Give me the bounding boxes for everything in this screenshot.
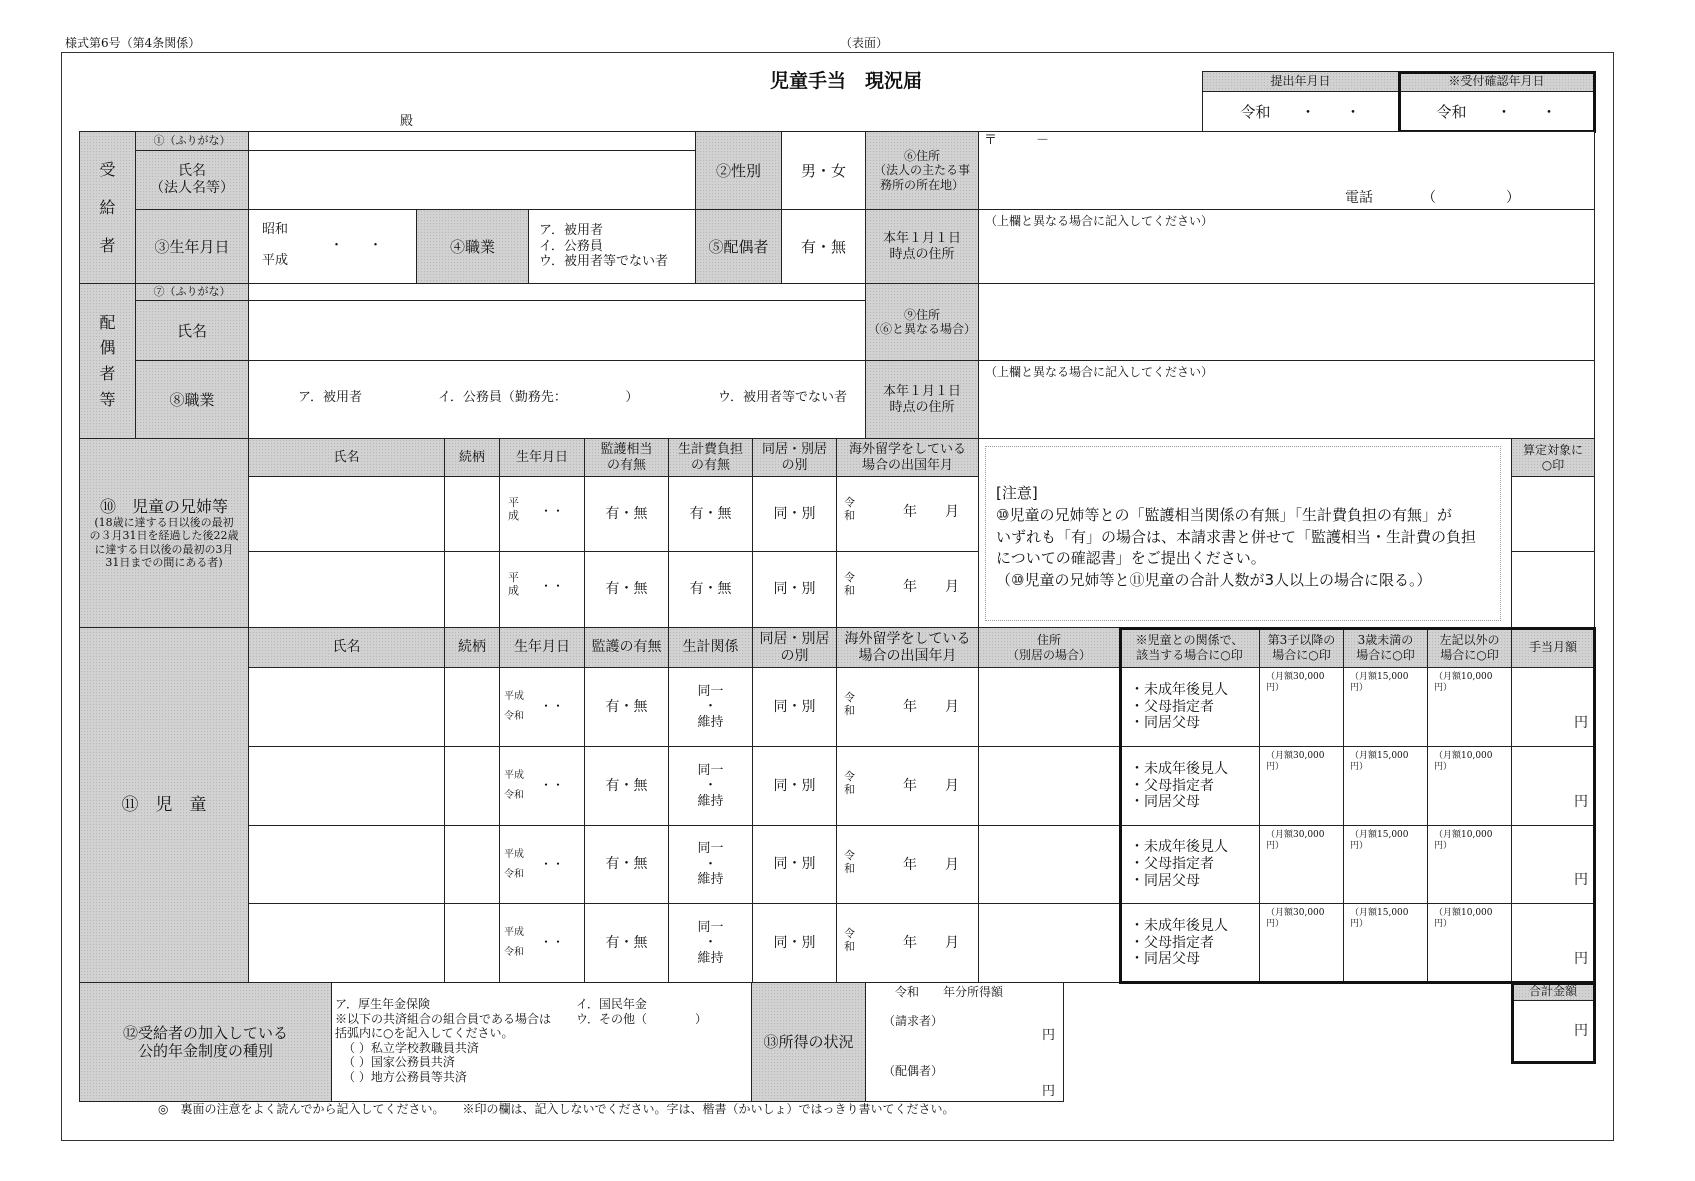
submitted-date-label: 提出年月日 [1202,71,1399,92]
income-section-label: ⑬所得の状況 [751,982,866,1102]
spouse-name-label: 氏名 [135,300,249,361]
child-under3-mark[interactable]: （月額15,000円） [1343,825,1428,904]
child-monthly-amount-field[interactable]: 円 [1511,825,1595,904]
spouse-job-option-a[interactable]: ア．被用者 [298,390,362,405]
occupation-options[interactable]: ア．被用者 イ．公務員 ウ．被用者等でない者 [528,209,696,284]
child-other-mark[interactable]: （月額10,000円） [1427,667,1512,747]
child-abroad-month-label: 月 [945,935,959,951]
children-column-header: 同居・別居 の別 [752,627,837,668]
child-abroad-month-label: 月 [945,778,959,794]
pension-option-i[interactable]: イ．国民年金 [576,997,647,1011]
recipient-name-input[interactable] [248,150,696,210]
calculation-target-header: 算定対象に ○印 [1511,438,1595,477]
child-birth-separator: ・・ [540,857,565,871]
child-livelihood-options[interactable]: 同一 ・ 維持 [668,825,753,904]
child-abroad-year-label: 年 [903,699,917,715]
spouse-address-label: ⑨住所 （⑥と異なる場合） [865,283,979,361]
spouse-jan1-address-input[interactable]: （上欄と異なる場合に記入してください） [978,360,1595,439]
submitted-date-field[interactable]: 令和 ・ ・ [1202,91,1399,132]
sibling-residence-options[interactable]: 同・別 [752,476,837,552]
child-birth-separator: ・・ [540,778,565,792]
children-column-header: 生年月日 [499,627,585,668]
child-custody-options[interactable]: 有・無 [584,746,669,826]
footer-instructions: ◎ 裏面の注意をよく読んでから記入してください。 ※印の欄は、記入しないでください。字は、楷書（かいしょ）ではっきり書いてください。 [158,1102,955,1116]
child-guardian-relation-options[interactable]: ・未成年後見人 ・父母指定者 ・同居父母 [1119,903,1260,983]
spouse-jan1-address-label: 本年１月１日 時点の住所 [865,360,979,439]
sibling-birth-era: 平 成 [508,571,519,598]
pension-mutual-items[interactable]: （ ）私立学校教職員共済 （ ）国家公務員共済 （ ）地方公務員等共済 [343,1041,479,1084]
children-column-header: 監護の有無 [584,627,669,668]
jan1-address-label: 本年１月１日 時点の住所 [865,209,979,284]
income-claimant-yen: 円 [1042,1028,1056,1043]
sibling-abroad-month-label: 月 [945,579,959,595]
child-address-input[interactable] [978,903,1120,983]
sibling-birth-era: 平 成 [508,496,519,523]
recipient-furigana-label: ①（ふりがな） [135,131,249,151]
children-column-header: ※児童との関係で、 該当する場合に○印 [1119,627,1260,668]
siblings-column-header: 監護相当 の有無 [584,438,669,477]
child-custody-options[interactable]: 有・無 [584,825,669,904]
total-amount-label: 合計金額 [1511,982,1595,1001]
children-column-header: 生計関係 [668,627,753,668]
sibling-support-options[interactable]: 有・無 [668,476,753,552]
calculation-target-mark[interactable] [1511,551,1595,628]
child-other-mark[interactable]: （月額10,000円） [1427,903,1512,983]
children-column-header: 左記以外の 場合に○印 [1427,627,1512,668]
child-birth-era: 平成 令和 [504,770,524,801]
sibling-relation-input[interactable] [444,476,500,552]
child-under3-mark[interactable]: （月額15,000円） [1343,903,1428,983]
siblings-subtitle: (18歳に達する日以後の最初 の３月31日を経過した後22歳 に達する日以後の最初の3月 31日までの間にある者) [89,516,239,569]
sibling-abroad-year-label: 年 [903,579,917,595]
siblings-title: ⑩ 児童の兄姉等 [99,497,228,517]
child-other-mark[interactable]: （月額10,000円） [1427,825,1512,904]
era-showa: 昭和 [262,222,289,237]
siblings-notice: [注意] ⑩児童の兄姉等との「監護相当関係の有無」「生計費負担の有無」が いずれも「有」の場合は、本請求書と併せて「監護相当・生計費の負担 についての確認書」をご提出ください。 （⑩児童の兄姉等と⑪児童の合計人数が3人以上の場合に限る。） [985,446,1501,621]
child-birth-era: 平成 令和 [504,691,524,722]
siblings-column-header: 同居・別居 の別 [752,438,837,477]
child-name-input[interactable] [248,825,445,904]
spouse-section-label: 配 偶 者 等 [79,283,136,439]
siblings-column-header: 生計費負担 の有無 [668,438,753,477]
child-birth-era: 平成 令和 [504,927,524,958]
spouse-occupation-label: ⑧職業 [135,360,249,439]
child-residence-options[interactable]: 同・別 [752,746,837,826]
gender-options[interactable]: 男・女 [781,131,866,210]
side-label: （表面） [840,36,889,50]
siblings-column-header: 氏名 [248,438,445,477]
child-abroad-year-label: 年 [903,778,917,794]
pension-option-a[interactable]: ア．厚生年金保険 [335,997,431,1011]
child-guardian-relation-options[interactable]: ・未成年後見人 ・父母指定者 ・同居父母 [1119,667,1260,747]
siblings-section-label [79,438,249,628]
child-third-onward-mark[interactable]: （月額30,000円） [1259,825,1344,904]
child-name-input[interactable] [248,667,445,747]
child-abroad-era: 令 和 [844,691,855,718]
spouse-furigana-input[interactable] [248,283,866,301]
children-column-header: 第3子以降の 場合に○印 [1259,627,1344,668]
spouse-job-option-u[interactable]: ウ．被用者等でない者 [718,390,847,405]
occupation-label: ④職業 [416,209,529,284]
addressee-suffix: 殿 [400,114,414,129]
spouse-name-input[interactable] [248,300,866,361]
gender-label: ②性別 [695,131,782,210]
child-other-mark[interactable]: （月額10,000円） [1427,746,1512,826]
children-section-label: ⑪ 児 童 [79,627,249,983]
recipient-furigana-input[interactable] [248,131,696,151]
child-monthly-amount-field[interactable]: 円 [1511,903,1595,983]
child-relation-input[interactable] [444,746,500,826]
spouse-furigana-label: ⑦（ふりがな） [135,283,249,301]
children-column-header: 3歳未満の 場合に○印 [1343,627,1428,668]
children-column-header: 氏名 [248,627,445,668]
recipient-name-label: 氏名 （法人名等） [135,150,249,210]
pension-option-u[interactable]: ウ．その他（ ） [576,1012,708,1026]
child-third-onward-mark[interactable]: （月額30,000円） [1259,903,1344,983]
child-abroad-era: 令 和 [844,927,855,954]
spouse-presence-options[interactable]: 有・無 [781,209,866,284]
pension-section-label: ⑫受給者の加入している 公的年金制度の種別 [79,982,332,1102]
phone-field[interactable]: 電話 （ ） [1345,190,1520,206]
child-birth-separator: ・・ [540,935,565,949]
child-address-input[interactable] [978,825,1120,904]
siblings-column-header: 海外留学をしている 場合の出国年月 [836,438,979,477]
received-date-field[interactable]: 令和 ・ ・ [1398,91,1595,132]
postal-code-field[interactable]: 〒 － [984,133,1050,148]
jan1-address-input[interactable]: （上欄と異なる場合に記入してください） [978,209,1595,284]
children-column-header: 手当月額 [1511,627,1595,668]
spouse-job-option-i[interactable]: イ．公務員（勤務先： ） [438,390,639,405]
child-third-onward-mark[interactable]: （月額30,000円） [1259,746,1344,826]
child-birth-era: 平成 令和 [504,849,524,880]
child-relation-input[interactable] [444,667,500,747]
child-abroad-year-label: 年 [903,935,917,951]
child-monthly-amount-field[interactable]: 円 [1511,746,1595,826]
child-abroad-month-label: 月 [945,699,959,715]
child-livelihood-options[interactable]: 同一 ・ 維持 [668,903,753,983]
sibling-abroad-era: 令 和 [844,571,855,598]
child-guardian-relation-options[interactable]: ・未成年後見人 ・父母指定者 ・同居父母 [1119,825,1260,904]
child-under3-mark[interactable]: （月額15,000円） [1343,667,1428,747]
child-address-input[interactable] [978,746,1120,826]
sibling-custody-options[interactable]: 有・無 [584,476,669,552]
sibling-birth-separator: ・・ [540,579,565,593]
recipient-section-label: 受 給 者 [79,131,136,284]
received-date-label: ※受付確認年月日 [1398,71,1595,92]
child-abroad-month-label: 月 [945,857,959,873]
sibling-name-input[interactable] [248,551,445,628]
sibling-custody-options[interactable]: 有・無 [584,551,669,628]
sibling-birth-separator: ・・ [540,504,565,518]
child-monthly-amount-field[interactable]: 円 [1511,667,1595,747]
spouse-address-input[interactable] [978,283,1595,361]
child-relation-input[interactable] [444,825,500,904]
sibling-name-input[interactable] [248,476,445,552]
child-under3-mark[interactable]: （月額15,000円） [1343,746,1428,826]
birth-date-separator: ・ ・ [330,238,383,253]
income-year-header: 令和 年分所得額 [895,985,1004,999]
sibling-abroad-month-label: 月 [945,504,959,520]
pension-mutual-note: ※以下の共済組合の組合員である場合は 括弧内に○を記入してください。 [335,1012,552,1041]
income-spouse-label: （配偶者） [883,1064,944,1078]
sibling-abroad-year-label: 年 [903,504,917,520]
income-claimant-label: （請求者） [883,1014,944,1028]
children-column-header: 住所 （別居の場合） [978,627,1120,668]
siblings-column-header: 続柄 [444,438,500,477]
sibling-relation-input[interactable] [444,551,500,628]
calculation-target-mark[interactable] [1511,476,1595,552]
child-name-input[interactable] [248,903,445,983]
child-name-input[interactable] [248,746,445,826]
child-guardian-relation-options[interactable]: ・未成年後見人 ・父母指定者 ・同居父母 [1119,746,1260,826]
child-livelihood-options[interactable]: 同一 ・ 維持 [668,746,753,826]
birth-date-label: ③生年月日 [135,209,249,284]
recipient-address-label: ⑥住所 （法人の主たる事 務所の所在地） [865,131,979,210]
child-livelihood-options[interactable]: 同一 ・ 維持 [668,667,753,747]
sibling-support-options[interactable]: 有・無 [668,551,753,628]
child-abroad-era: 令 和 [844,849,855,876]
child-third-onward-mark[interactable]: （月額30,000円） [1259,667,1344,747]
child-birth-separator: ・・ [540,699,565,713]
child-residence-options[interactable]: 同・別 [752,825,837,904]
child-residence-options[interactable]: 同・別 [752,667,837,747]
sibling-residence-options[interactable]: 同・別 [752,551,837,628]
spouse-presence-label: ⑤配偶者 [695,209,782,284]
form-title: 児童手当 現況届 [770,70,923,92]
child-abroad-era: 令 和 [844,770,855,797]
child-address-input[interactable] [978,667,1120,747]
child-relation-input[interactable] [444,903,500,983]
children-column-header: 海外留学をしている 場合の出国年月 [836,627,979,668]
era-heisei: 平成 [262,253,289,268]
sibling-abroad-era: 令 和 [844,496,855,523]
total-amount-field[interactable]: 円 [1511,1000,1595,1063]
child-custody-options[interactable]: 有・無 [584,903,669,983]
income-spouse-yen: 円 [1042,1084,1056,1099]
children-column-header: 続柄 [444,627,500,668]
form-number: 様式第6号（第4条関係） [65,36,201,50]
income-field[interactable] [865,982,1064,1102]
siblings-column-header: 生年月日 [499,438,585,477]
child-custody-options[interactable]: 有・無 [584,667,669,747]
child-abroad-year-label: 年 [903,857,917,873]
child-residence-options[interactable]: 同・別 [752,903,837,983]
